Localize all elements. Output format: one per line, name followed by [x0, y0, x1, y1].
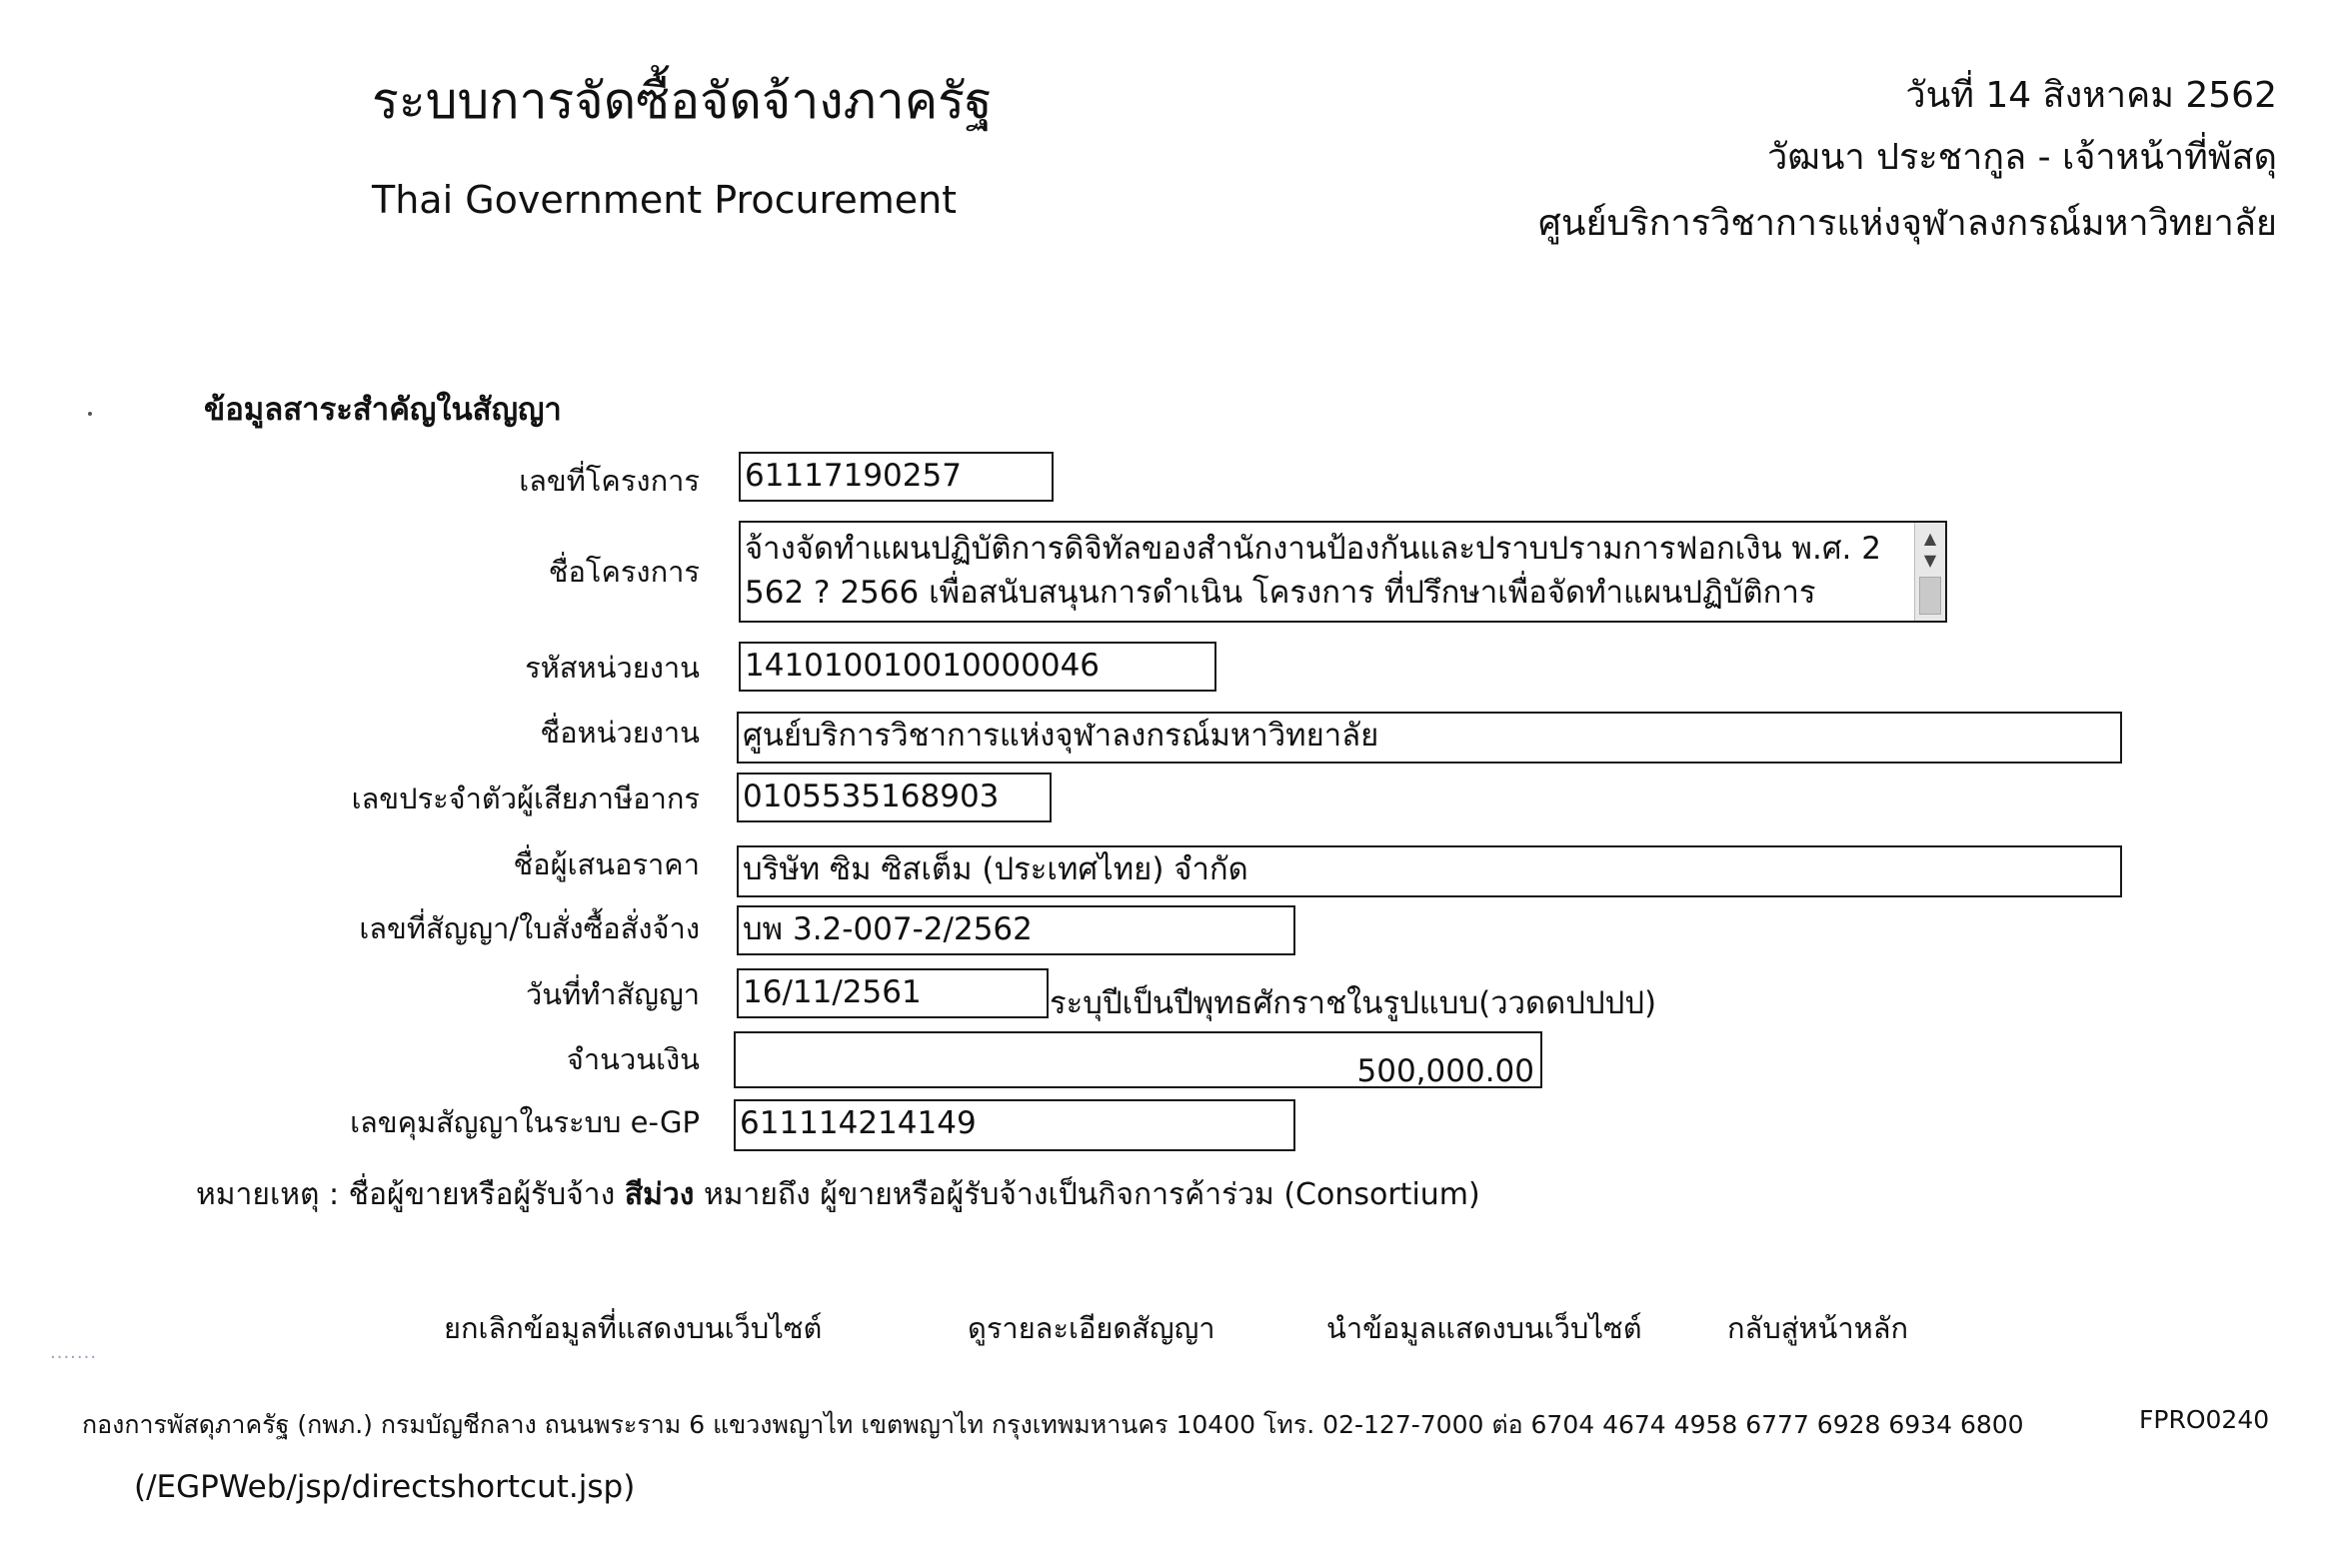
note-prefix: หมายเหตุ : ชื่อผู้ขายหรือผู้รับจ้าง: [196, 1177, 625, 1212]
cancel-web-display-link[interactable]: ยกเลิกข้อมูลที่แสดงบนเว็บไซต์: [444, 1311, 823, 1345]
label-bidder-name: ชื่อผู้เสนอราคา: [513, 847, 700, 881]
scan-speck: [88, 412, 92, 416]
back-home-link[interactable]: กลับสู่หน้าหลัก: [1727, 1311, 1909, 1345]
system-title: ระบบการจัดซื้อจัดจ้างภาครัฐ: [372, 72, 993, 130]
contract-date-hint: ระบุปีเป็นปีพุทธศักราชในรูปแบบ(ววดดปปปป): [1050, 985, 1657, 1021]
label-contract-no: เลขที่สัญญา/ใบสั่งซื้อสั่งจ้าง: [359, 911, 700, 945]
system-subtitle: Thai Government Procurement: [372, 178, 958, 222]
show-on-web-link[interactable]: นำข้อมูลแสดงบนเว็บไซต์: [1326, 1311, 1642, 1345]
note-suffix: หมายถึง ผู้ขายหรือผู้รับจ้างเป็นกิจการค้าร่วม (Consortium): [694, 1177, 1480, 1212]
scroll-down-icon[interactable]: ▼: [1923, 551, 1937, 570]
project-name-text: จ้างจัดทำแผนปฏิบัติการดิจิทัลของสำนักงานป้องกันและปราบปรามการฟอกเงิน พ.ศ. 2562 ? 2566 เพื่อสนับสนุนการดำเนิน โครงการ ที่ปรึกษาเพื่อจัดทำแผนปฏิบัติการ: [745, 531, 1881, 611]
label-agency-name: ชื่อหน่วยงาน: [540, 716, 700, 750]
project-no-field[interactable]: 61117190257: [739, 452, 1054, 502]
amount-field[interactable]: 500,000.00: [734, 1031, 1542, 1088]
label-contract-date: วันที่ทำสัญญา: [525, 977, 700, 1011]
label-project-name: ชื่อโครงการ: [548, 555, 700, 589]
consortium-note: [196, 1171, 1480, 1218]
header-organization: ศูนย์บริการวิชาการแห่งจุฬาลงกรณ์มหาวิทยาลัย: [1538, 203, 2277, 244]
label-egp-control-no: เลขคุมสัญญาในระบบ e-GP: [350, 1105, 700, 1139]
label-agency-code: รหัสหน่วยงาน: [525, 651, 700, 685]
label-tax-id: เลขประจำตัวผู้เสียภาษีอากร: [351, 782, 700, 815]
agency-code-field[interactable]: 141010010010000046: [739, 642, 1216, 692]
project-name-scrollbar[interactable]: [1914, 523, 1945, 621]
note-emphasis: สีม่วง: [624, 1177, 695, 1212]
project-name-textarea[interactable]: [739, 521, 1947, 623]
header-date: วันที่ 14 สิงหาคม 2562: [1905, 75, 2277, 116]
section-title: ข้อมูลสาระสำคัญในสัญญา: [204, 392, 562, 428]
view-contract-details-link[interactable]: ดูรายละเอียดสัญญา: [968, 1311, 1215, 1345]
footer-address: กองการพัสดุภาครัฐ (กพภ.) กรมบัญชีกลาง ถนนพระราม 6 แขวงพญาไท เขตพญาไท กรุงเทพมหานคร 10400 โทร. 02-127-7000 ต่อ 6704 4674 4958 6777 6928 6934 6800: [82, 1410, 2024, 1439]
scroll-up-icon[interactable]: ▲: [1923, 529, 1937, 548]
label-project-no: เลขที่โครงการ: [519, 464, 700, 498]
page-url: (/EGPWeb/jsp/directshortcut.jsp): [134, 1469, 636, 1505]
header-user: วัฒนา ประชากูล - เจ้าหน้าที่พัสดุ: [1767, 137, 2277, 178]
label-amount: จำนวนเงิน: [566, 1042, 700, 1076]
contract-no-field[interactable]: บพ 3.2-007-2/2562: [737, 905, 1295, 955]
scan-artifact: ·······: [50, 1347, 98, 1368]
bidder-name-field[interactable]: บริษัท ซิม ซิสเต็ม (ประเทศไทย) จำกัด: [737, 845, 2122, 897]
agency-name-field[interactable]: ศูนย์บริการวิชาการแห่งจุฬาลงกรณ์มหาวิทยาลัย: [737, 712, 2122, 764]
tax-id-field[interactable]: 0105535168903: [737, 773, 1052, 822]
page-code: FPRO0240: [2139, 1405, 2270, 1434]
scroll-thumb[interactable]: [1919, 577, 1941, 615]
contract-date-field[interactable]: 16/11/2561: [737, 968, 1049, 1018]
egp-control-no-field[interactable]: 611114214149: [734, 1099, 1295, 1151]
